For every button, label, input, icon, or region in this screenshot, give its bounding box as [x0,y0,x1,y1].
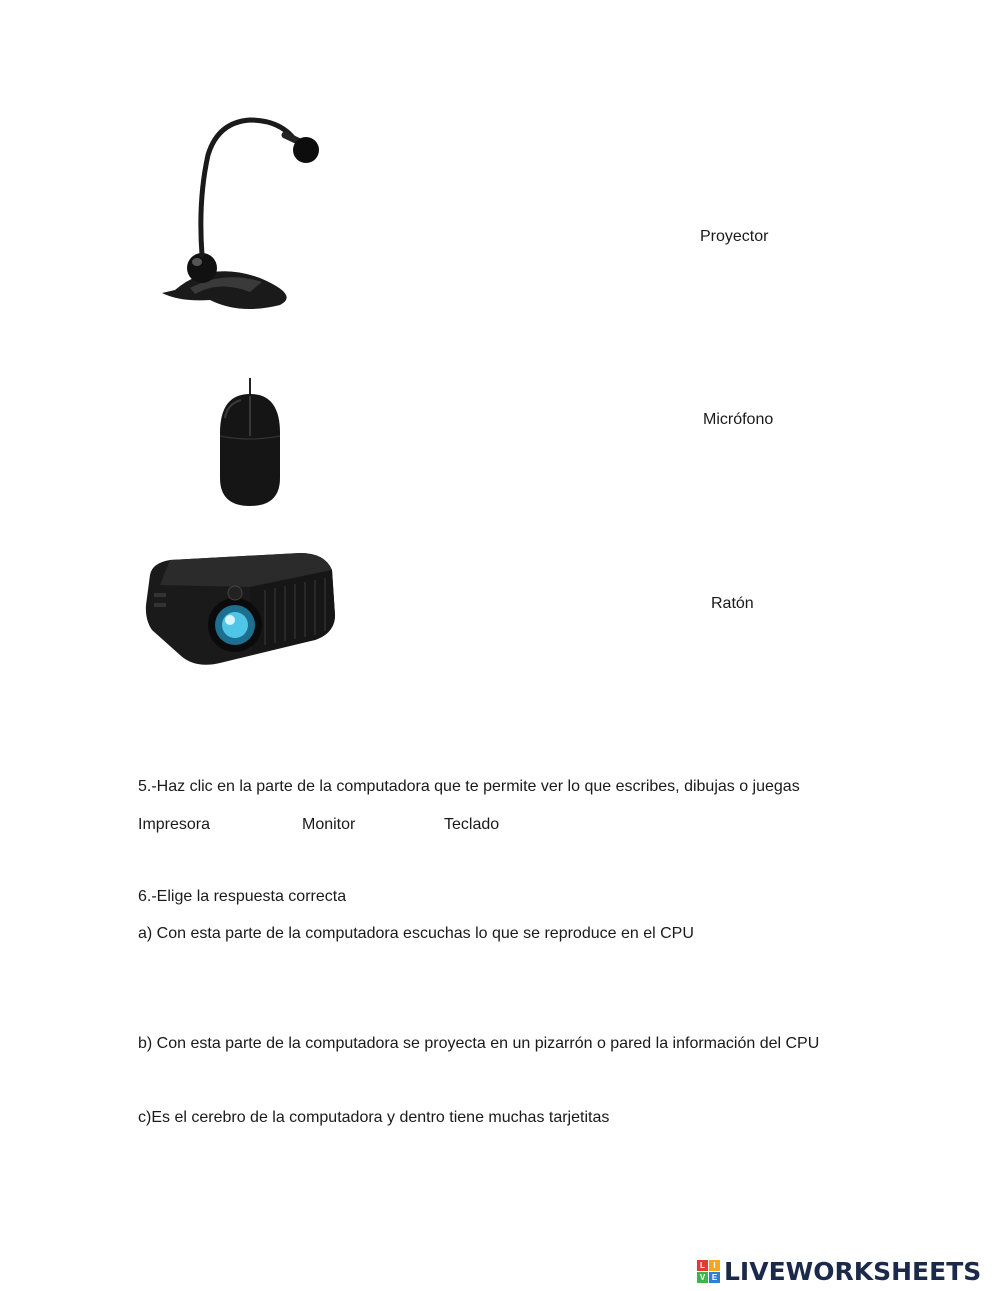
q5-option-impresora[interactable]: Impresora [138,816,211,833]
logo-badge-icon: L I V E [697,1260,720,1283]
q6-item-c: c)Es el cerebro de la computadora y dentro tiene muchas tarjetitas [138,1109,610,1126]
liveworksheets-logo [697,1256,981,1286]
label-raton[interactable]: Ratón [711,595,754,612]
logo-text: LIVEWORKSHEETS [724,1256,982,1286]
q5-option-teclado[interactable]: Teclado [444,816,500,833]
microphone-image [150,110,340,320]
projector-image [140,545,340,670]
label-proyector[interactable]: Proyector [700,228,769,245]
q6-item-b: b) Con esta parte de la computadora se proyecta en un pizarrón o pared la información del CPU [138,1035,820,1052]
mouse-image [205,378,295,513]
q6-item-a: a) Con esta parte de la computadora escuchas lo que se reproduce en el CPU [138,925,694,942]
label-microfono[interactable]: Micrófono [703,411,774,428]
q5-option-monitor[interactable]: Monitor [302,816,356,833]
q6-prompt: 6.-Elige la respuesta correcta [138,888,347,905]
q5-prompt: 5.-Haz clic en la parte de la computadora que te permite ver lo que escribes, dibujas o juegas [138,778,800,795]
